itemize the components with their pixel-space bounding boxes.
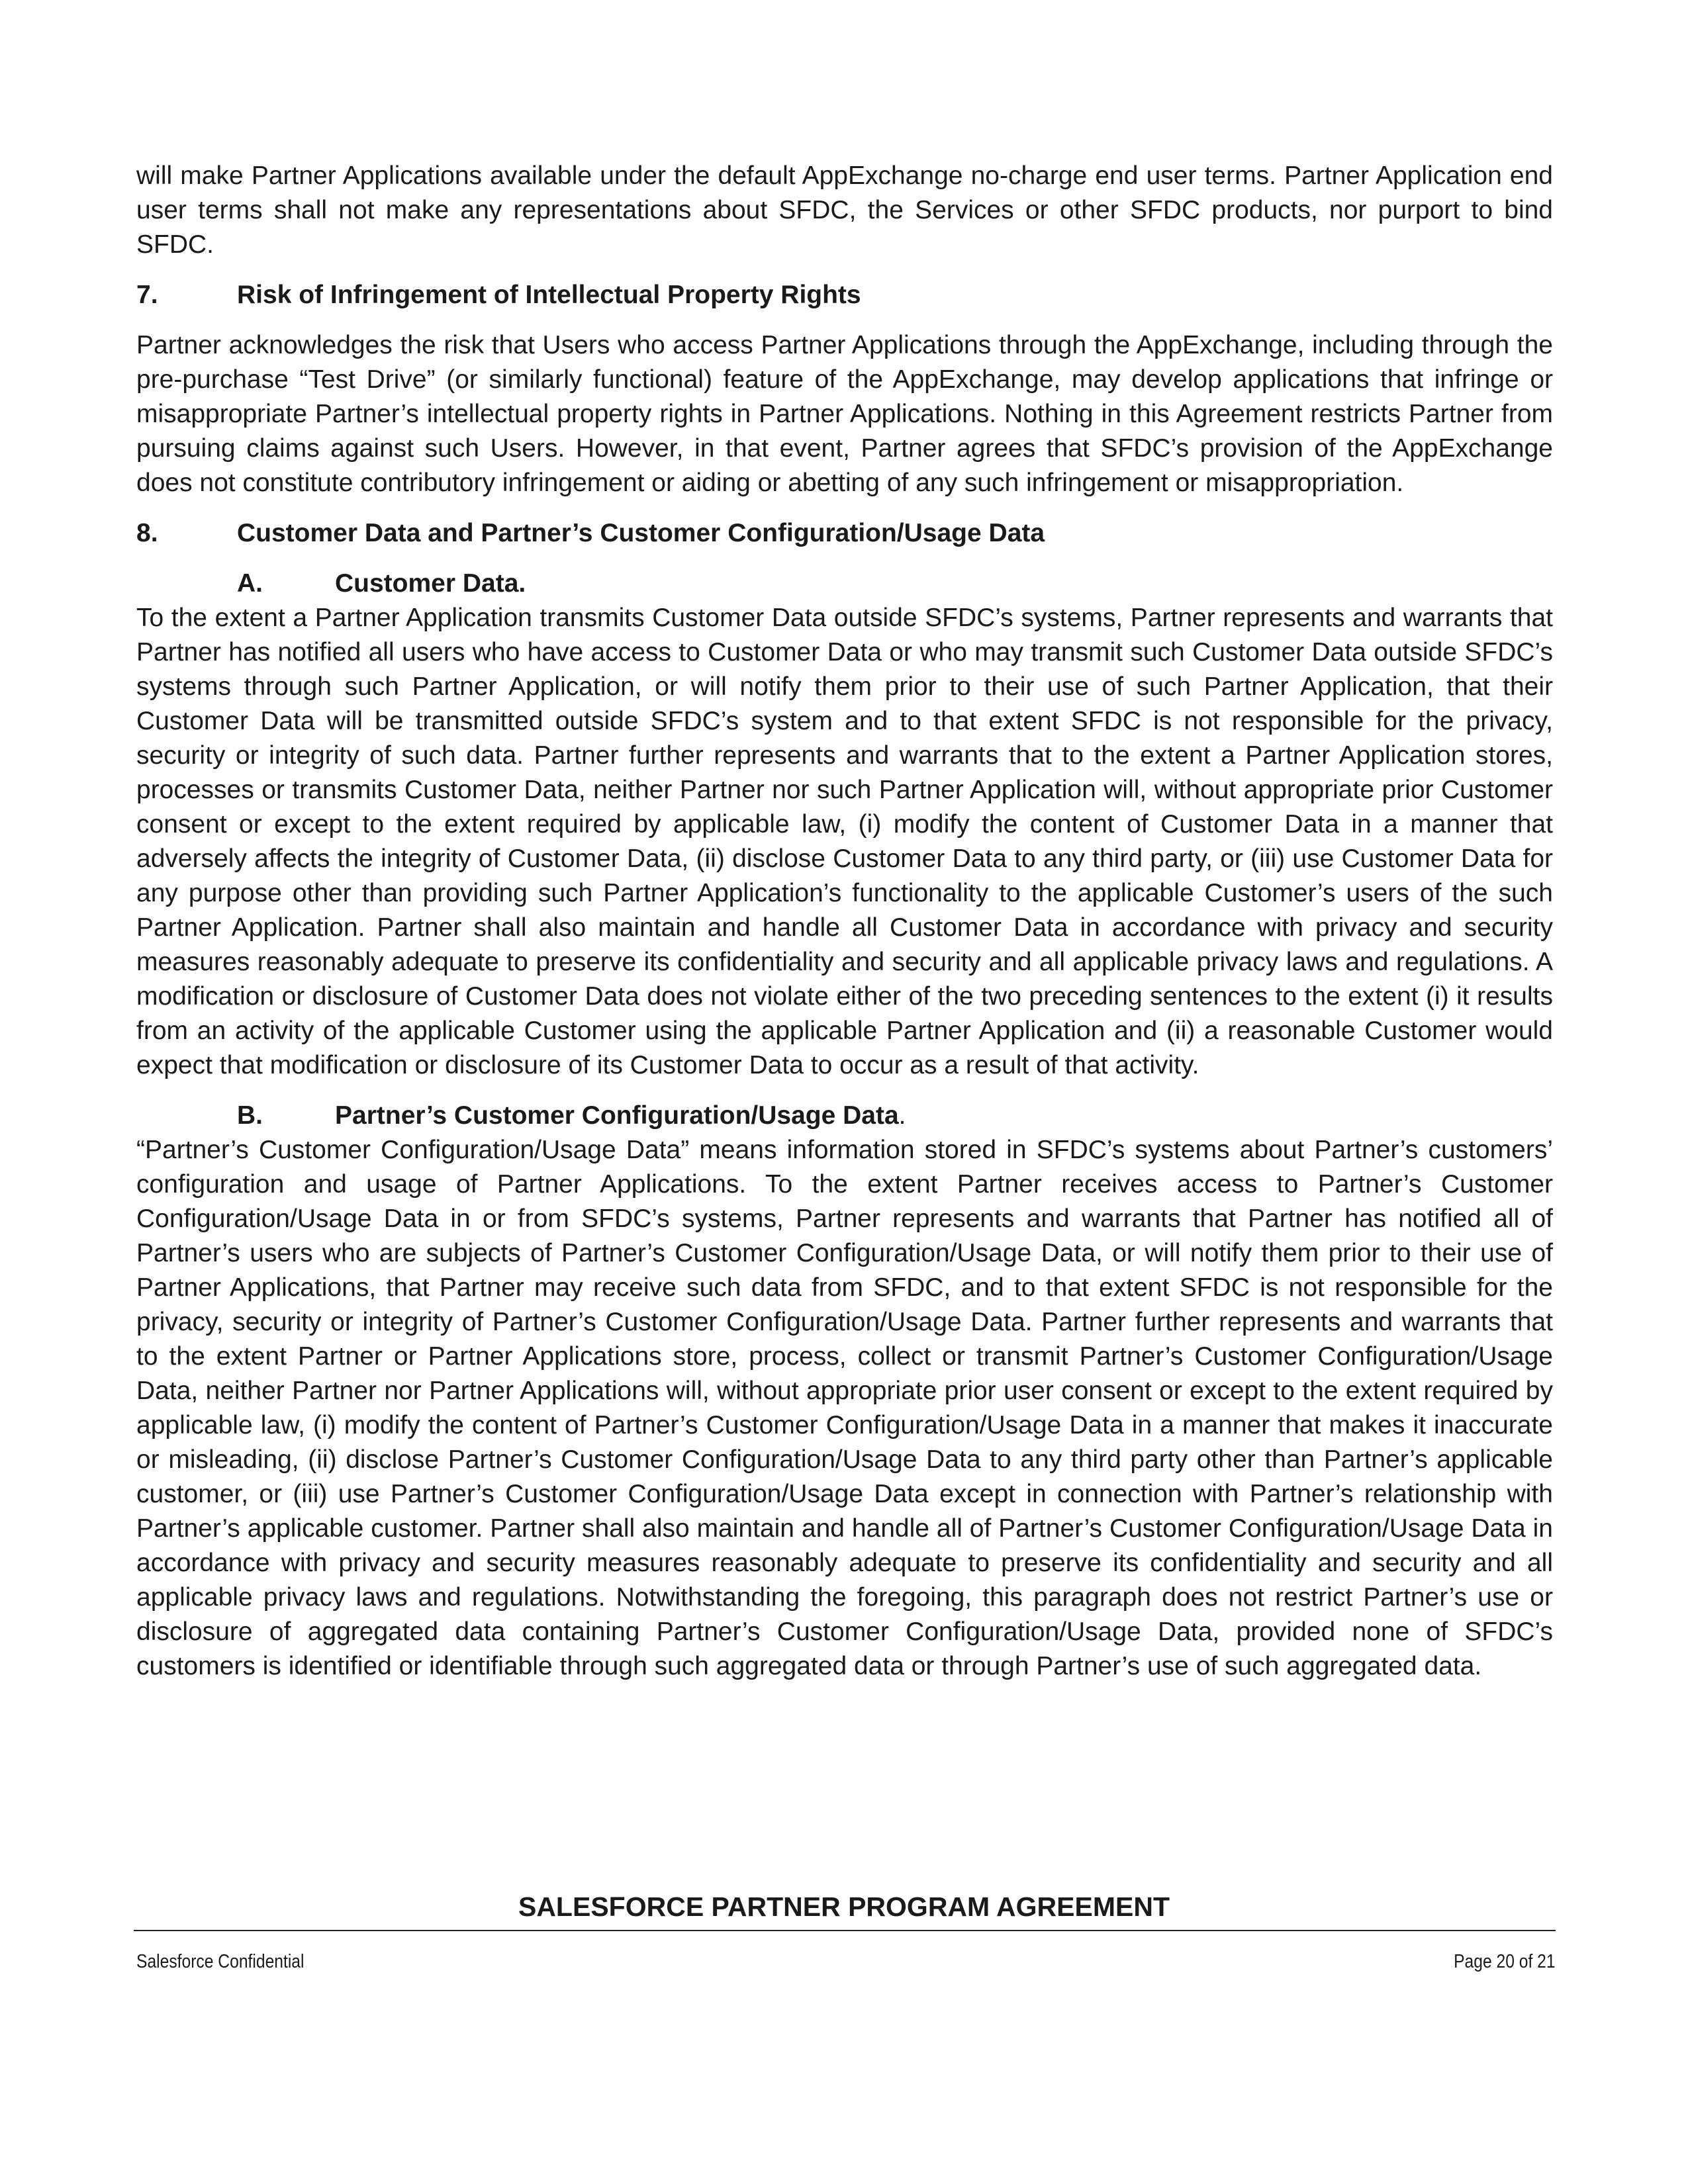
- section-8-number: 8.: [136, 519, 158, 547]
- section-7-heading: [136, 278, 1553, 312]
- section-8b-heading: [136, 1099, 1553, 1133]
- page-body: [136, 159, 1553, 1684]
- section-8a-letter: A.: [237, 569, 263, 598]
- section-8b-title: Partner’s Customer Configuration/Usage Data: [335, 1101, 899, 1130]
- section-8-heading: [136, 516, 1553, 551]
- section-8b-paragraph: “Partner’s Customer Configuration/Usage Data” means information stored in SFDC’s systems about Partner’s customers’ configuration and usage of Partner Applications. To the extent Partner receives access to Partner’s Customer Configuration/Usage Data in or from SFDC’s systems, Partner represents and warrants that Partner has notified all of Partner’s users who are subjects of Partner’s Customer Configuration/Usage Data, or will notify them prior to their use of Partner Applications, that Partner may receive such data from SFDC, and to that extent SFDC is not responsible for the privacy, security or integrity of Partner’s Customer Configuration/Usage Data. Partner further represents and warrants that to the extent Partner or Partner Applications store, process, collect or transmit Partner’s Customer Configuration/Usage Data, neither Partner nor Partner Applications will, without appropriate prior user consent or except to the extent required by applicable law, (i) modify the content of Partner’s Customer Configuration/Usage Data in a manner that makes it inaccurate or misleading, (ii) disclose Partner’s Customer Configuration/Usage Data to any third party other than Partner’s applicable customer, or (iii) use Partner’s Customer Configuration/Usage Data except in connection with Partner’s relationship with Partner’s applicable customer. Partner shall also maintain and handle all of Partner’s Customer Configuration/Usage Data in accordance with privacy and security measures reasonably adequate to preserve its confidentiality and security and all applicable privacy laws and regulations. Notwithstanding the foregoing, this paragraph does not restrict Partner’s use or disclosure of aggregated data containing Partner’s Customer Configuration/Usage Data, provided none of SFDC’s customers is identified or identifiable through such aggregated data or through Partner’s use of such aggregated data.: [136, 1136, 1553, 1680]
- continuation-paragraph: will make Partner Applications available under the default AppExchange no-charge end user terms. Partner Application end user terms shall not make any representations about SFDC, the Services or other SFDC products, nor purport to bind SFDC.: [136, 161, 1553, 259]
- section-7-paragraph: Partner acknowledges the risk that Users who access Partner Applications through the AppExchange, including through the pre-purchase “Test Drive” (or similarly functional) feature of the AppExchange, may develop applications that infringe or misappropriate Partner’s intellectual property rights in Partner Applications. Nothing in this Agreement restricts Partner from pursuing claims against such Users. However, in that event, Partner agrees that SFDC’s provision of the AppExchange does not constitute contributory infringement or aiding or abetting of any such infringement or misappropriation.: [136, 331, 1553, 497]
- footer-divider: [134, 1930, 1556, 1931]
- section-8-title: Customer Data and Partner’s Customer Configuration/Usage Data: [237, 519, 1045, 547]
- section-7-number: 7.: [136, 281, 158, 309]
- section-8a-paragraph: To the extent a Partner Application transmits Customer Data outside SFDC’s systems, Partner represents and warrants that Partner has notified all users who have access to Customer Data or who may transmit such Customer Data outside SFDC’s systems through such Partner Application, or will notify them prior to their use of such Partner Application, that their Customer Data will be transmitted outside SFDC’s system and to that extent SFDC is not responsible for the privacy, security or integrity of such data. Partner further represents and warrants that to the extent a Partner Application stores, processes or transmits Customer Data, neither Partner nor such Partner Application will, without appropriate prior Customer consent or except to the extent required by applicable law, (i) modify the content of Customer Data in a manner that adversely affects the integrity of Customer Data, (ii) disclose Customer Data to any third party, or (iii) use Customer Data for any purpose other than providing such Partner Application’s functionality to the applicable Customer’s users of the such Partner Application. Partner shall also maintain and handle all Customer Data in accordance with privacy and security measures reasonably adequate to preserve its confidentiality and security and all applicable privacy laws and regulations. A modification or disclosure of Customer Data does not violate either of the two preceding sentences to the extent (i) it results from an activity of the applicable Customer using the applicable Partner Application and (ii) a reasonable Customer would expect that modification or disclosure of its Customer Data to occur as a result of that activity.: [136, 604, 1553, 1079]
- section-8b-title-period: .: [898, 1101, 906, 1130]
- footer-confidential-label: Salesforce Confidential: [136, 1951, 305, 1972]
- section-8b-letter: B.: [237, 1101, 263, 1130]
- section-8a-title: Customer Data.: [335, 569, 526, 598]
- footer-page-number: Page 20 of 21: [1454, 1951, 1556, 1972]
- section-7-title: Risk of Infringement of Intellectual Property Rights: [237, 281, 861, 309]
- footer-agreement-title: SALESFORCE PARTNER PROGRAM AGREEMENT: [518, 1891, 1170, 1922]
- section-8a-heading: [136, 567, 1553, 601]
